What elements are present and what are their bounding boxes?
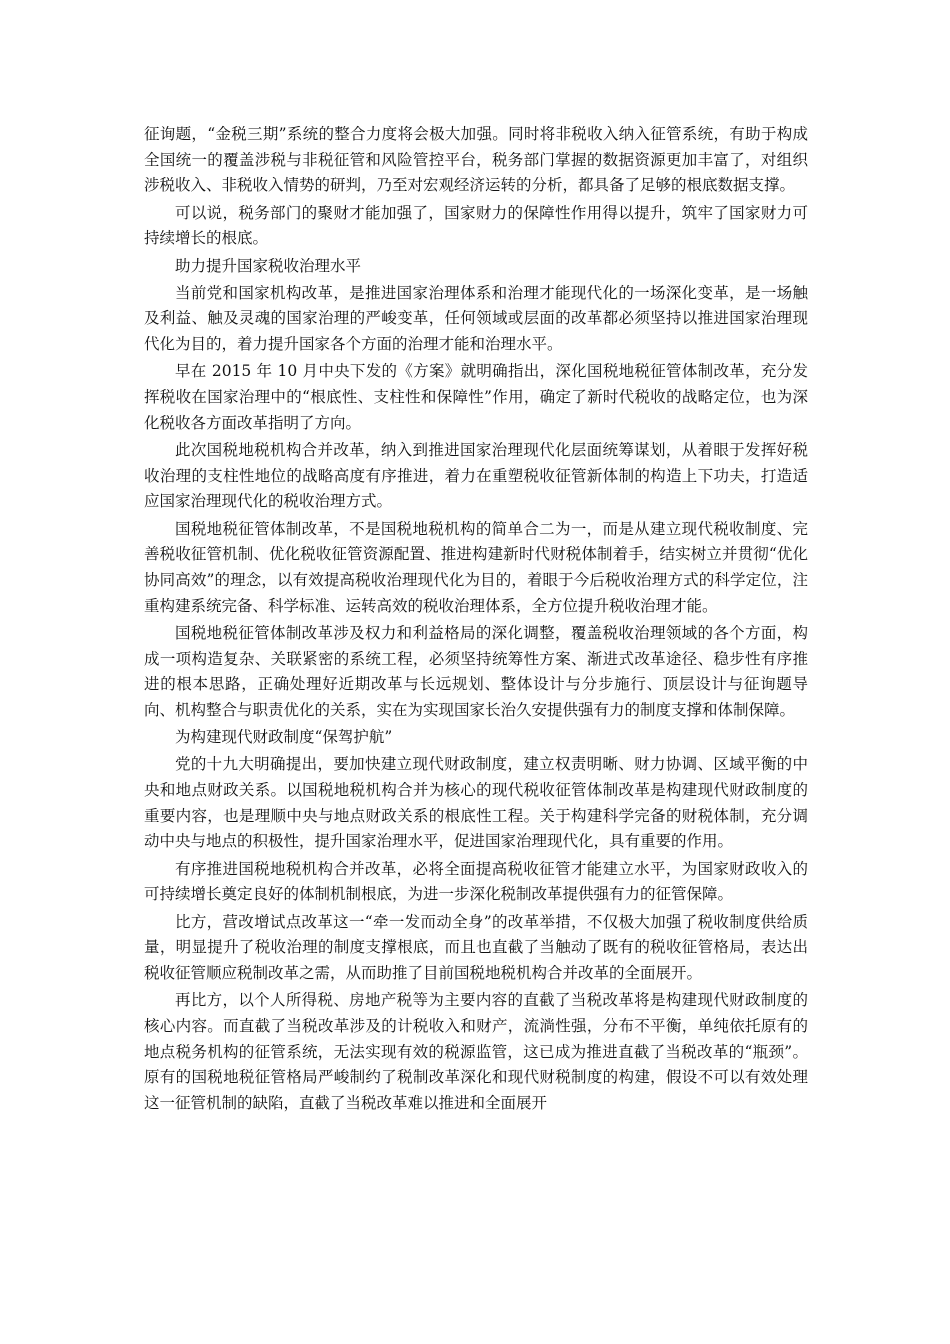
paragraph-4: 早在 2015 年 10 月中央下发的《方案》就明确指出，深化国税地税征管体制改革，充分发挥税收在国家治理中的“根底性、支柱性和保障性”作用，确定了新时代税收的战略定位，也为深化税收各方面改革指明了方向。 [144, 362, 808, 432]
section-heading-1: 助力提升国家税收治理水平 [175, 256, 362, 275]
paragraph-10: 比方，营改增试点改革这一“牵一发而动全身”的改革举措，不仅极大加强了税收制度供给质量，明显提升了税收治理的制度支撑根底，而且也直截了当触动了既有的税收征管格局，表达出税收征管顺应税制改革之需，从而助推了目前国税地税机构合并改革的全面展开。 [144, 912, 808, 982]
paragraph-6: 国税地税征管体制改革，不是国税地税机构的简单合二为一，而是从建立现代税收制度、完善税收征管机制、优化税收征管资源配置、推进构建新时代财税体制着手，结实树立并贯彻“优化协同高效”的理念，以有效提高税收治理现代化为目的，着眼于今后税收治理方式的科学定位，注重构建系统完备、科学标准、运转高效的税收治理体系，全方位提升税收治理才能。 [144, 519, 808, 615]
document-page [144, 122, 808, 1118]
paragraph-5: 此次国税地税机构合并改革，纳入到推进国家治理现代化层面统筹谋划，从着眼于发挥好税收治理的支柱性地位的战略高度有序推进，着力在重塑税收征管新体制的构造上下功夫，打造适应国家治理现代化的税收治理方式。 [144, 440, 808, 511]
paragraph-3: 当前党和国家机构改革，是推进国家治理体系和治理才能现代化的一场深化变革，是一场触及利益、触及灵魂的国家治理的严峻变革，任何领域或层面的改革都必须坚持以推进国家治理现代化为目的，着力提升国家各个方面的治理才能和治理水平。 [144, 283, 808, 354]
paragraph-7: 国税地税征管体制改革涉及权力和利益格局的深化调整，覆盖税收治理领域的各个方面，构成一项构造复杂、关联紧密的系统工程，必须坚持统筹性方案、渐进式改革途径、稳步性有序推进的根本思路，正确处理好近期改革与长远规划、整体设计与分步施行、顶层设计与征询题导向、机构整合与职责优化的关系，实在为实现国家长治久安提供强有力的制度支撑和体制保障。 [144, 623, 808, 719]
paragraph-2: 可以说，税务部门的聚财才能加强了，国家财力的保障性作用得以提升，筑牢了国家财力可持续增长的根底。 [144, 203, 808, 248]
paragraph-9: 有序推进国税地税机构合并改革，必将全面提高税收征管才能建立水平，为国家财政收入的可持续增长奠定良好的体制机制根底，为进一步深化税制改革提供强有力的征管保障。 [144, 859, 808, 904]
section-heading-2: 为构建现代财政制度“保驾护航” [175, 728, 393, 747]
paragraph-11: 再比方，以个人所得税、房地产税等为主要内容的直截了当税改革将是构建现代财政制度的核心内容。而直截了当税改革涉及的计税收入和财产，流淌性强，分布不平衡，单纯依托原有的地点税务机构的征管系统，无法实现有效的税源监管，这已成为推进直截了当税改革的“瓶颈”。原有的国税地税征管格局严峻制约了税制改革深化和现代财税制度的构建，假设不可以有效处理这一征管机制的缺陷，直截了当税改革难以推进和全面展开 [144, 991, 808, 1113]
paragraph-8: 党的十九大明确提出，要加快建立现代财政制度，建立权责明晰、财力协调、区域平衡的中央和地点财政关系。以国税地税机构合并为核心的现代税收征管体制改革是构建现代财政制度的重要内容，也是理顺中央与地点财政关系的根底性工程。关于构建科学完备的财税体制，充分调动中央与地点的积极性，提升国家治理水平，促进国家治理现代化，具有重要的作用。 [144, 755, 808, 851]
paragraph-1: 征询题，“金税三期”系统的整合力度将会极大加强。同时将非税收入纳入征管系统，有助于构成全国统一的覆盖涉税与非税征管和风险管控平台，税务部门掌握的数据资源更加丰富了，对组织涉税收入、非税收入情势的研判，乃至对宏观经济运转的分析，都具备了足够的根底数据支撑。 [144, 125, 808, 195]
